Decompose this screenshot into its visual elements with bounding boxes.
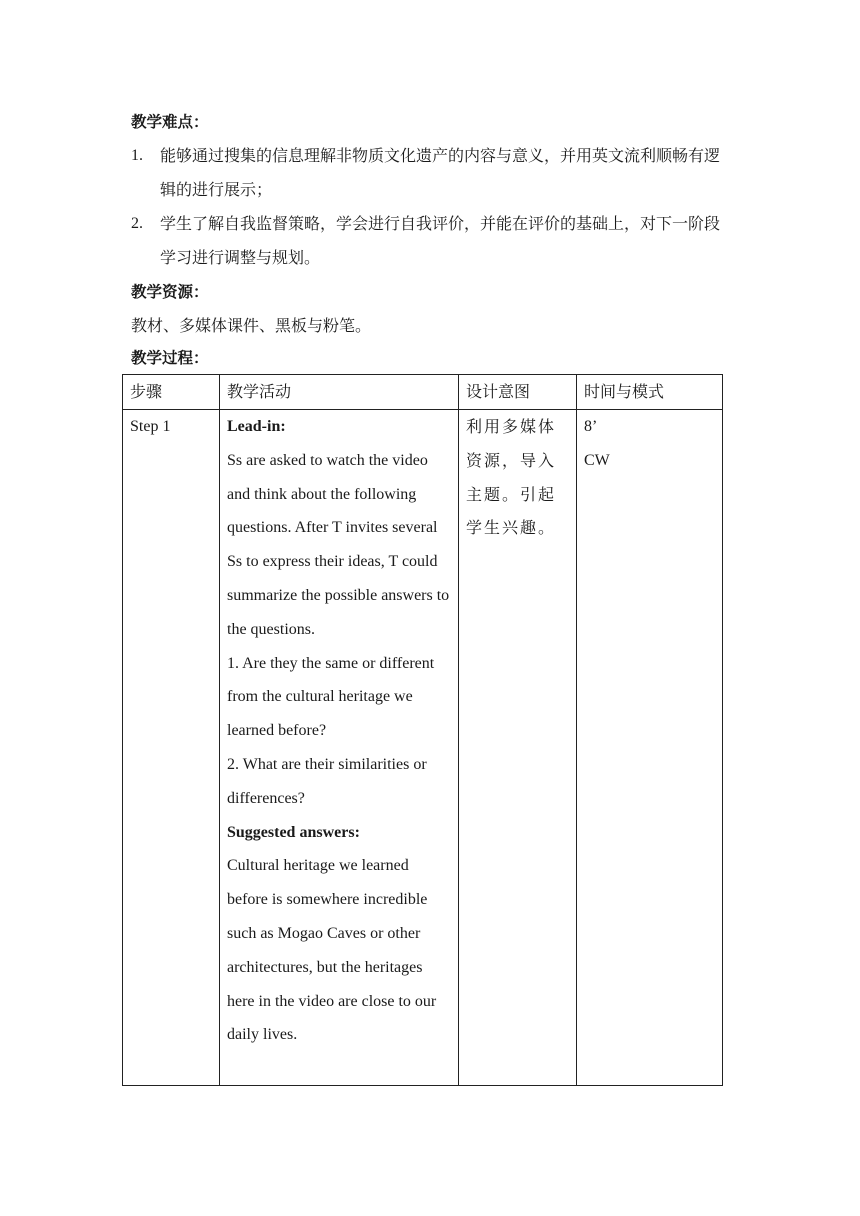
list-text: 能够通过搜集的信息理解非物质文化遗产的内容与意义，并用英文流利顺畅有逻辑的进行展示； (160, 146, 721, 199)
question-2: 2. What are their similarities or differences? (227, 755, 427, 807)
list-text: 学生了解自我监督策略，学会进行自我评价，并能在评价的基础上，对下一阶段学习进行调整与规划。 (160, 214, 721, 267)
activity-intro: Ss are asked to watch the video and think about the following questions. After T invites several Ss to express their ideas, T could summarize the possible answers to the questions. (227, 451, 450, 638)
step-cell (123, 410, 220, 1086)
process-table (122, 374, 723, 1086)
intent-text: 利用多媒体资源，导入主题。引起学生兴趣。 (466, 417, 557, 538)
question-1: 1. Are they the same or different from the cultural heritage we learned before? (227, 654, 435, 740)
header-intent: 设计意图 (459, 375, 577, 410)
activity-title: Lead-in: (227, 418, 286, 435)
list-item (131, 139, 731, 207)
mode-value: CW (584, 451, 610, 469)
process-heading: 教学过程： (131, 349, 209, 367)
activity-cell (220, 410, 459, 1086)
list-number: 1. (131, 147, 143, 164)
table-header-row (123, 375, 723, 410)
header-step: 步骤 (123, 375, 220, 410)
resources-text: 教材、多媒体课件、黑板与粉笔。 (131, 316, 372, 335)
step-label: Step 1 (130, 418, 171, 435)
answers-title: Suggested answers: (227, 823, 360, 841)
header-time-mode: 时间与模式 (577, 375, 723, 410)
time-value: 8’ (584, 418, 598, 435)
time-mode-cell (577, 410, 723, 1086)
list-number: 2. (131, 215, 143, 232)
list-item (131, 207, 731, 275)
resources-heading: 教学资源： (131, 283, 209, 301)
header-activity: 教学活动 (220, 375, 459, 410)
table-row (123, 410, 723, 1086)
difficulty-heading: 教学难点： (131, 113, 209, 131)
difficulty-list (131, 139, 731, 275)
answers-text: Cultural heritage we learned before is somewhere incredible such as Mogao Caves or other architectures, but the heritages here in the video are close to our daily lives. (227, 857, 437, 1044)
intent-cell (459, 410, 577, 1086)
